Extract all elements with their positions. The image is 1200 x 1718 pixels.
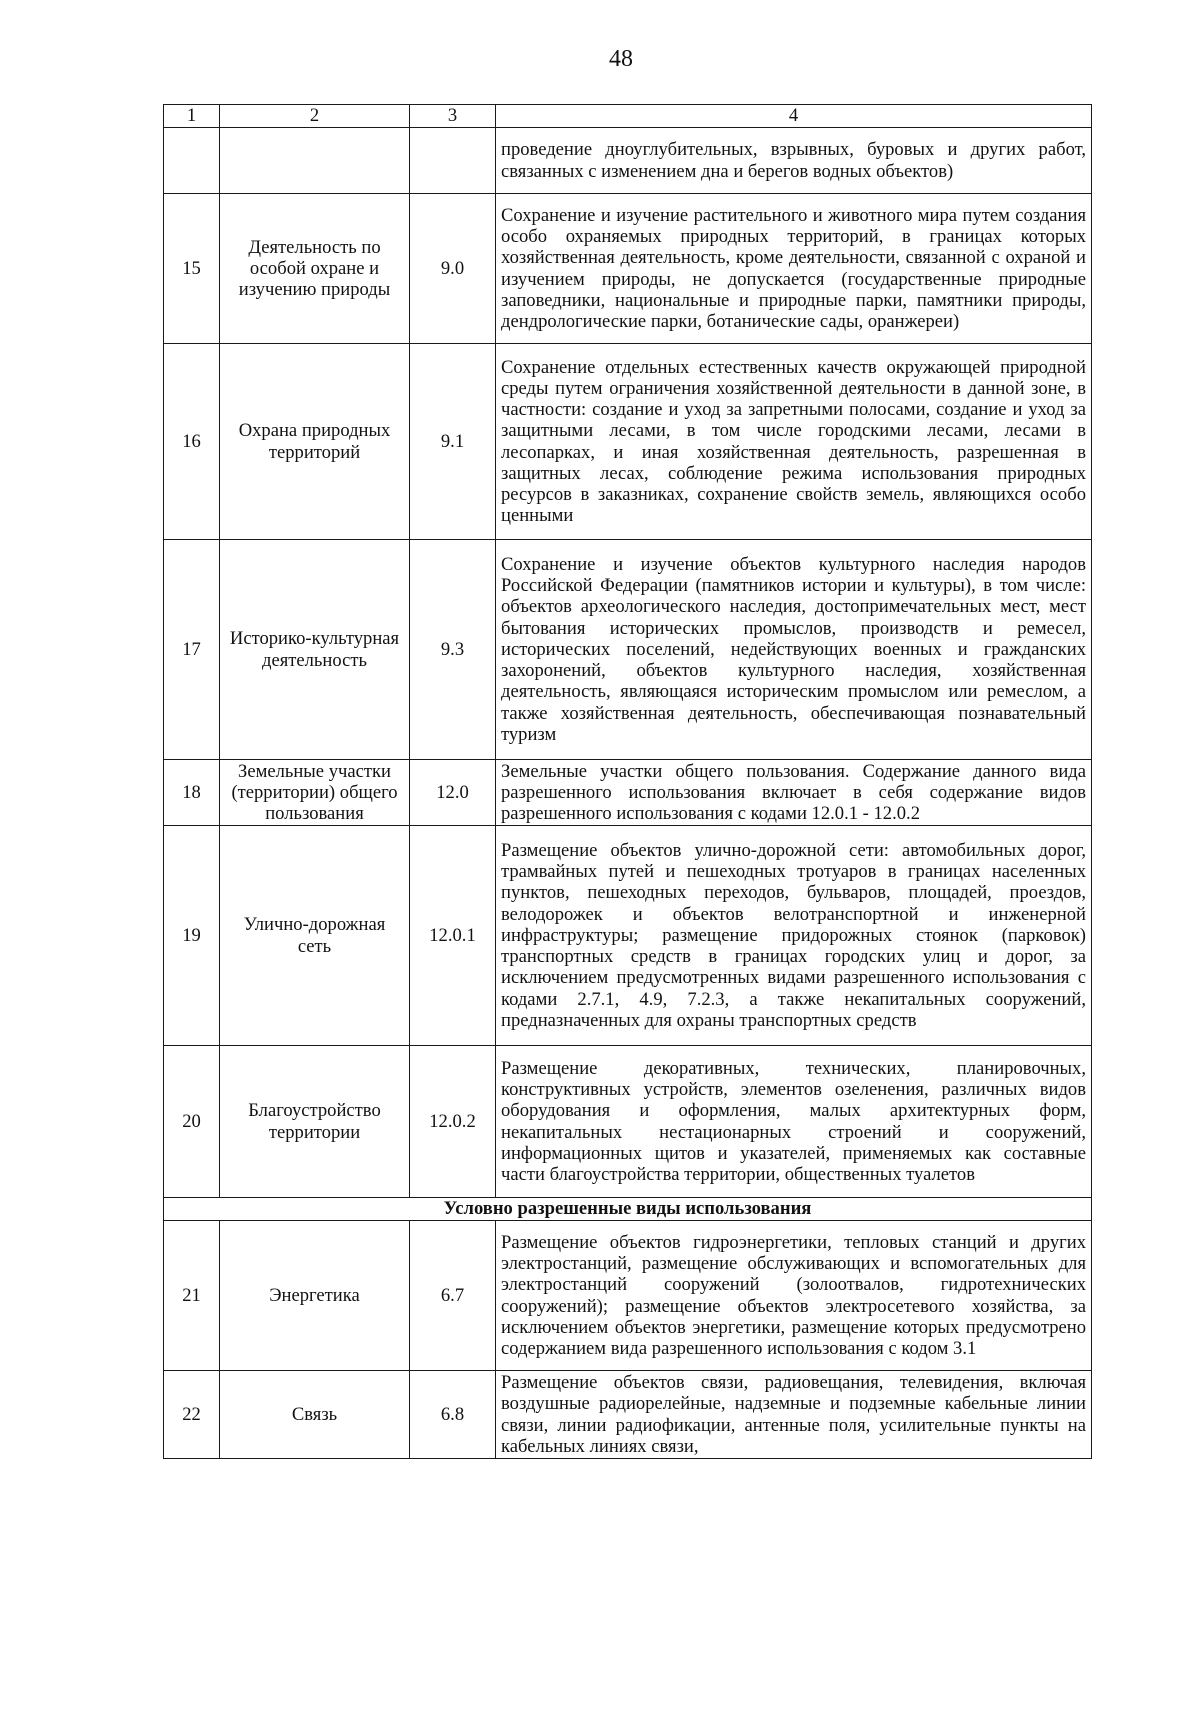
row-name-cell: [220, 128, 410, 194]
column-number-row: [164, 105, 1092, 128]
row-number-cell: [164, 128, 220, 194]
continuation-row: [164, 128, 1092, 194]
table-row: [164, 540, 1092, 760]
row-name: Деятельность по особой охране и изучению природы: [220, 194, 410, 344]
row-name: Историко-культурная деятельность: [220, 540, 410, 760]
row-code-cell: [410, 128, 496, 194]
row-description: Сохранение и изучение растительного и животного мира путем создания особо охраняемых природных территорий, в границах которых хозяйственная деятельность, кроме деятельности, связанной с охраной и изучением природы, не допускается (государственные природные заповедники, национальные и природные парки, памятники природы, дендрологические парки, ботанические сады, оранжереи): [496, 194, 1092, 344]
row-description: Сохранение отдельных естественных качеств окружающей природной среды путем ограничения хозяйственной деятельности в данной зоне, в частности: создание и уход за запретными полосами, создание и уход за защитными лесами, в том числе городскими лесами, лесами в лесопарках, и иная хозяйственная деятельность, разрешенная в защитных лесах, соблюдение режима использования природных ресурсов в заказниках, сохранение свойств земель, являющихся особо ценными: [496, 344, 1092, 540]
row-description: Размещение объектов связи, радиовещания, телевидения, включая воздушные радиорелейные, надземные и подземные кабельные линии связи, линии радиофикации, антенные поля, усилительные пункты на кабельных линиях связи,: [496, 1371, 1092, 1459]
row-name: Связь: [220, 1371, 410, 1459]
continuation-description: проведение дноуглубительных, взрывных, буровых и других работ, связанных с изменением дна и берегов водных объектов): [496, 128, 1092, 194]
row-number: 19: [164, 826, 220, 1046]
row-code: 12.0.1: [410, 826, 496, 1046]
table-row: [164, 826, 1092, 1046]
row-code: 9.3: [410, 540, 496, 760]
row-number: 16: [164, 344, 220, 540]
row-name: Энергетика: [220, 1221, 410, 1371]
row-number: 20: [164, 1046, 220, 1198]
column-number: 4: [496, 105, 1092, 128]
row-code: 6.8: [410, 1371, 496, 1459]
row-description: Сохранение и изучение объектов культурного наследия народов Российской Федерации (памятников истории и культуры), в том числе: объектов археологического наследия, достопримечательных мест, мест бытования исторических промыслов, производств и ремесел, исторических поселений, недействующих военных и гражданских захоронений, объектов культурного наследия, хозяйственная деятельность, являющаяся историческим промыслом или ремеслом, а также хозяйственная деятельность, обеспечивающая познавательный туризм: [496, 540, 1092, 760]
row-name: Благоустройство территории: [220, 1046, 410, 1198]
row-description: Размещение объектов улично-дорожной сети: автомобильных дорог, трамвайных путей и пешеходных тротуаров в границах населенных пунктов, пешеходных переходов, бульваров, площадей, проездов, велодорожек и объектов велотранспортной и инженерной инфраструктуры; размещение придорожных стоянок (парковок) транспортных средств в границах городских улиц и дорог, за исключением предусмотренных видами разрешенного использования с кодами 2.7.1, 4.9, 7.2.3, а также некапитальных сооружений, предназначенных для охраны транспортных средств: [496, 826, 1092, 1046]
section-title: Условно разрешенные виды использования: [164, 1198, 1092, 1221]
table-row: [164, 1046, 1092, 1198]
column-number: 3: [410, 105, 496, 128]
table-row: [164, 1371, 1092, 1459]
page-number: 48: [609, 46, 633, 72]
column-number: 2: [220, 105, 410, 128]
table-row: [164, 194, 1092, 344]
row-code: 9.0: [410, 194, 496, 344]
row-number: 18: [164, 760, 220, 826]
row-code: 12.0.2: [410, 1046, 496, 1198]
row-code: 9.1: [410, 344, 496, 540]
section-header-row: [164, 1198, 1092, 1221]
row-description: Земельные участки общего пользования. Содержание данного вида разрешенного использования включает в себя содержание видов разрешенного использования с кодами 12.0.1 - 12.0.2: [496, 760, 1092, 826]
row-name: Улично-дорожная сеть: [220, 826, 410, 1046]
row-name: Земельные участки (территории) общего пользования: [220, 760, 410, 826]
row-description: Размещение декоративных, технических, планировочных, конструктивных устройств, элементов озеленения, различных видов оборудования и оформления, малых архитектурных форм, некапитальных нестационарных строений и сооружений, информационных щитов и указателей, применяемых как составные части благоустройства территории, общественных туалетов: [496, 1046, 1092, 1198]
column-number: 1: [164, 105, 220, 128]
row-number: 15: [164, 194, 220, 344]
table-row: [164, 760, 1092, 826]
row-number: 21: [164, 1221, 220, 1371]
row-number: 17: [164, 540, 220, 760]
row-description: Размещение объектов гидроэнергетики, тепловых станций и других электростанций, размещение обслуживающих и вспомогательных для электростанций сооружений (золоотвалов, гидротехнических сооружений); размещение объектов электросетевого хозяйства, за исключением объектов энергетики, размещение которых предусмотрено содержанием вида разрешенного использования с кодом 3.1: [496, 1221, 1092, 1371]
table-row: [164, 1221, 1092, 1371]
land-use-table: [163, 104, 1092, 1459]
table-row: [164, 344, 1092, 540]
row-code: 6.7: [410, 1221, 496, 1371]
row-code: 12.0: [410, 760, 496, 826]
row-name: Охрана природных территорий: [220, 344, 410, 540]
row-number: 22: [164, 1371, 220, 1459]
